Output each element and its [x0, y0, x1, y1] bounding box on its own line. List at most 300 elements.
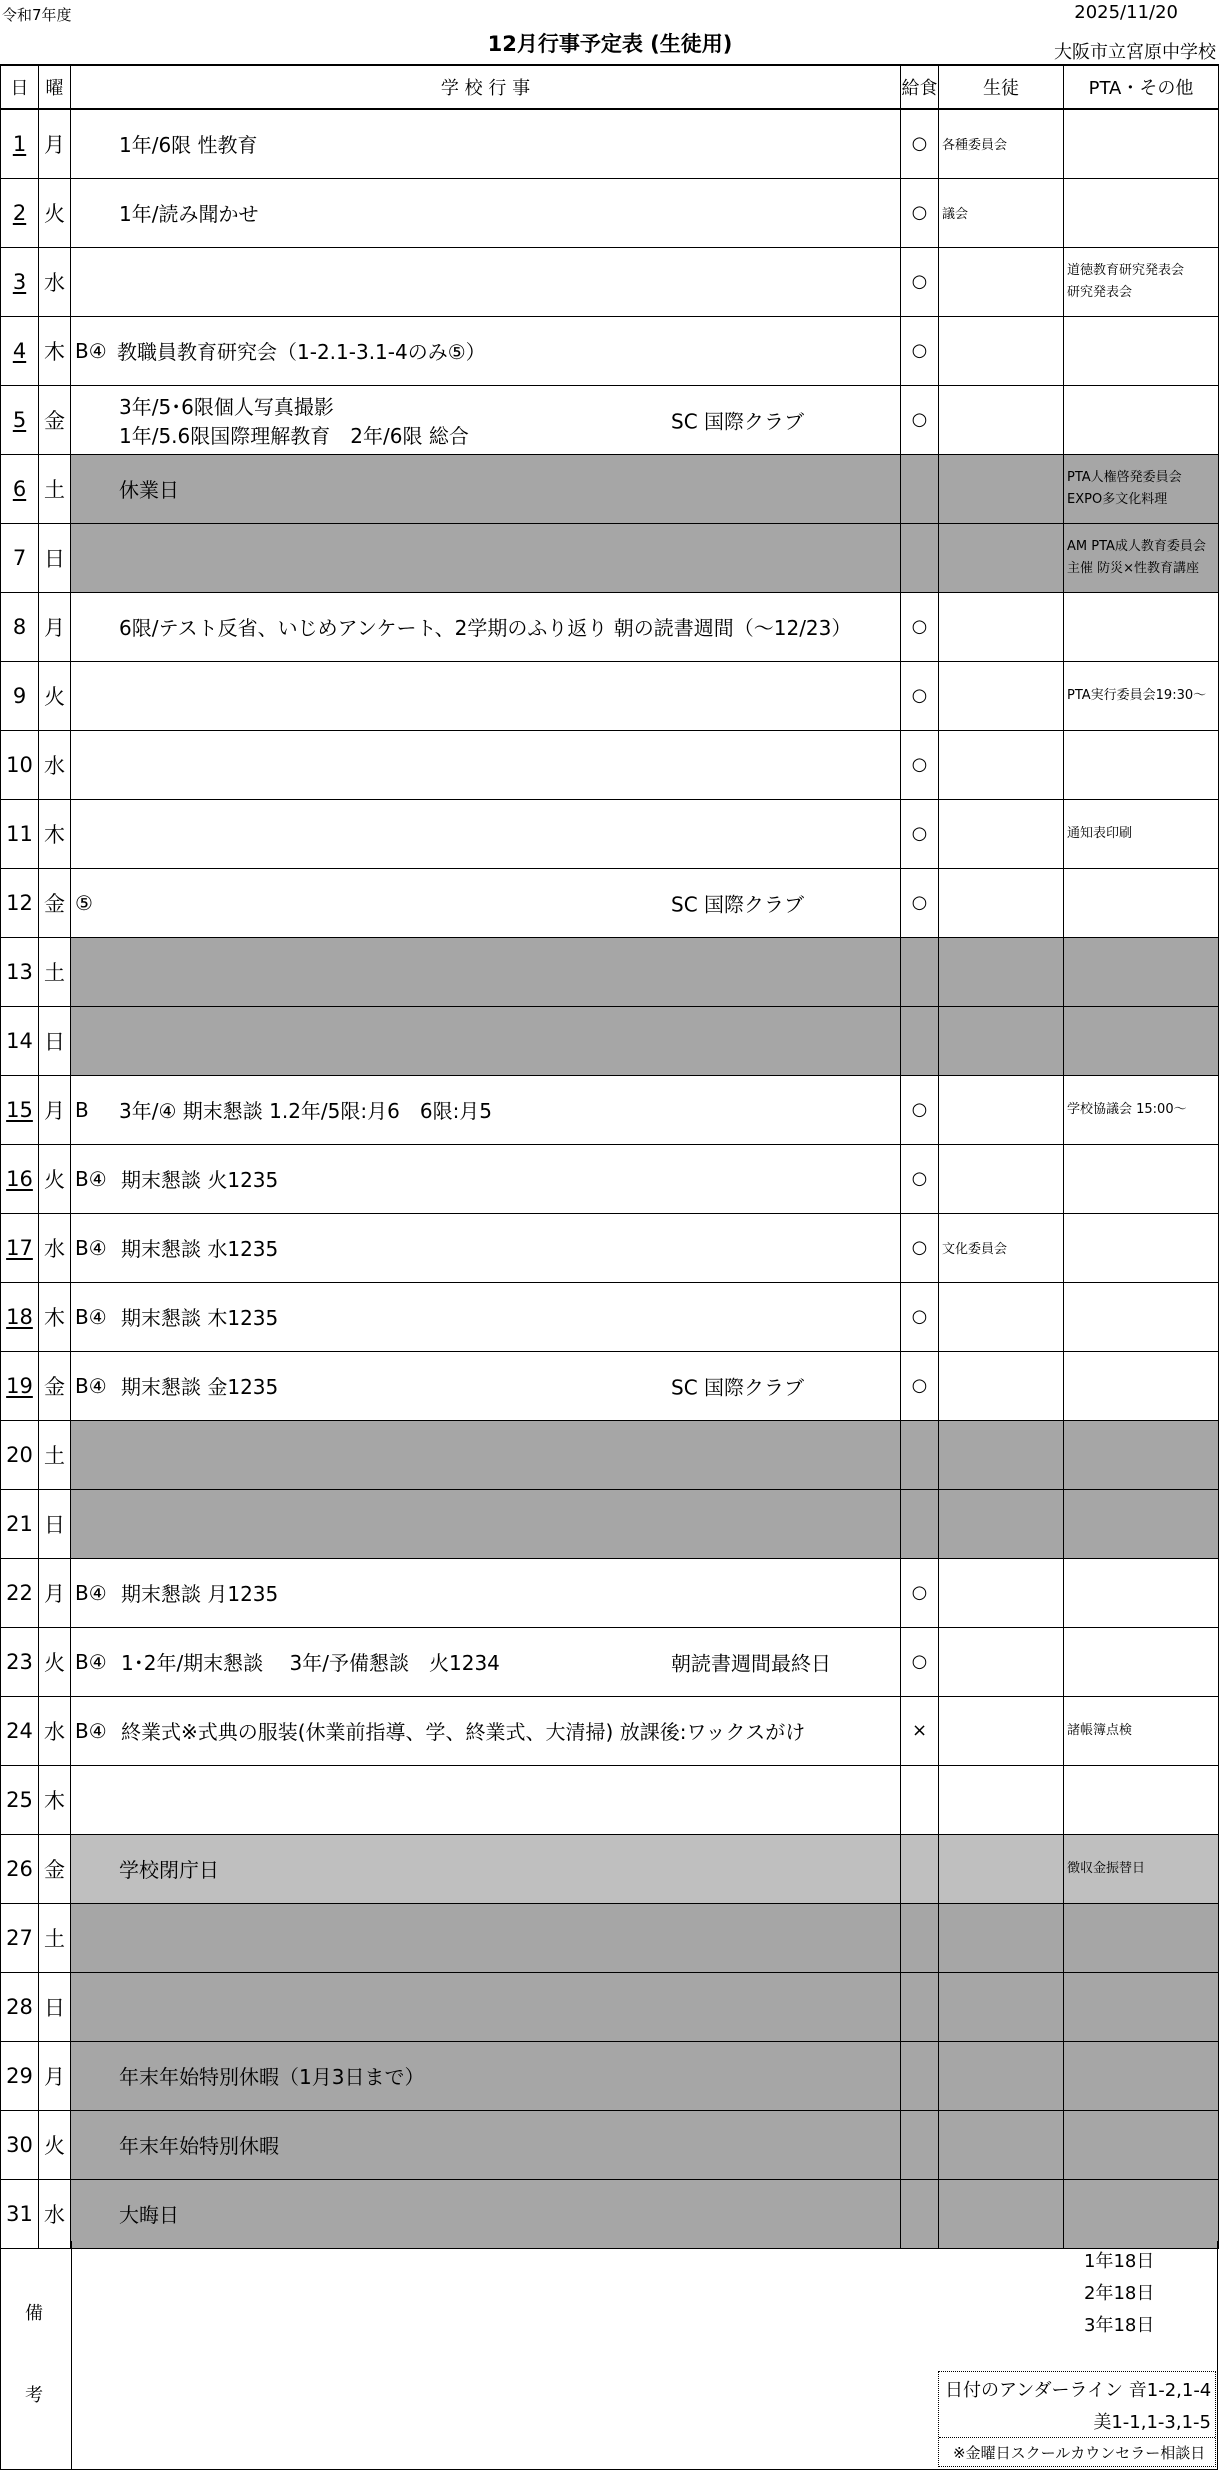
weekday-label: 金	[44, 891, 65, 916]
events-cell	[71, 1627, 901, 1696]
event-lines	[71, 129, 900, 158]
day-cell	[1, 1213, 39, 1282]
pta-cell	[1064, 1075, 1219, 1144]
student-cell	[939, 868, 1064, 937]
table-row	[1, 1903, 1219, 1972]
events-cell	[71, 1489, 901, 1558]
day-cell	[1, 1006, 39, 1075]
events-cell	[71, 661, 901, 730]
day-cell	[1, 1903, 39, 1972]
day-cell	[1, 316, 39, 385]
page-title: 12月行事予定表 (生徒用)	[487, 32, 733, 56]
event-prefix: B④	[75, 1649, 107, 1674]
day-cell	[1, 247, 39, 316]
weekday-cell	[39, 799, 71, 868]
day-number: 7	[12, 545, 27, 570]
event-prefix: B④	[75, 1235, 107, 1260]
pta-cell	[1064, 1213, 1219, 1282]
pta-cell	[1064, 1282, 1219, 1351]
events-cell	[71, 1903, 901, 1972]
event-prefix: B④	[75, 1718, 107, 1743]
meal-mark: ○	[911, 1651, 928, 1672]
day-cell	[1, 2110, 39, 2179]
event-lines	[71, 612, 900, 641]
day-cell	[1, 2041, 39, 2110]
event-text: 期末懇談 火1235	[121, 1168, 279, 1192]
grade-days-3: 3年18日	[1084, 2315, 1155, 2336]
weekday-cell	[39, 592, 71, 661]
table-row	[1, 385, 1219, 454]
meal-cell	[901, 454, 939, 523]
event-lines	[71, 474, 900, 503]
events-cell	[71, 1351, 901, 1420]
weekday-label: 金	[44, 1857, 65, 1882]
day-cell	[1, 1282, 39, 1351]
pta-cell	[1064, 1627, 1219, 1696]
col-header-meal: 給食	[901, 65, 939, 109]
table-row	[1, 1282, 1219, 1351]
day-number: 2	[12, 200, 27, 225]
day-cell	[1, 1627, 39, 1696]
weekday-cell	[39, 1972, 71, 2041]
event-prefix: B④	[75, 1304, 107, 1329]
meal-cell	[901, 1282, 939, 1351]
events-cell	[71, 592, 901, 661]
pta-cell	[1064, 1420, 1219, 1489]
pta-event: AM PTA成人教育委員会主催 防災×性教育講座	[1067, 538, 1206, 576]
student-event: 議会	[942, 207, 969, 222]
day-number: 1	[12, 131, 27, 156]
event-lines	[71, 198, 900, 227]
student-event: 文化委員会	[942, 1242, 1008, 1257]
student-cell	[939, 523, 1064, 592]
events-cell	[71, 1144, 901, 1213]
meal-mark: ○	[911, 340, 928, 361]
weekday-label: 日	[44, 1029, 65, 1054]
col-header-weekday: 曜	[39, 65, 71, 109]
day-number: 25	[6, 1787, 33, 1812]
weekday-cell	[39, 178, 71, 247]
weekday-label: 水	[44, 1236, 65, 1261]
meal-cell	[901, 2110, 939, 2179]
event-text: 教職員教育研究会（1-2.1-3.1-4のみ⑤）	[117, 340, 486, 364]
event-text: 期末懇談 金1235	[121, 1375, 279, 1399]
student-cell	[939, 385, 1064, 454]
pta-cell	[1064, 1903, 1219, 1972]
meal-mark: ○	[911, 1237, 928, 1258]
event-lines	[71, 1578, 900, 1607]
pta-cell	[1064, 1144, 1219, 1213]
weekday-label: 水	[44, 270, 65, 295]
pta-cell	[1064, 2179, 1219, 2248]
event-note: SC 国際クラブ	[671, 1375, 805, 1399]
weekday-label: 日	[44, 1995, 65, 2020]
event-text: 休業日	[119, 478, 179, 502]
day-number: 3	[12, 269, 27, 294]
meal-mark: ○	[911, 1375, 928, 1396]
weekday-cell	[39, 1627, 71, 1696]
table-header-row	[1, 65, 1219, 109]
meal-cell	[901, 1351, 939, 1420]
event-text: 期末懇談 水1235	[121, 1237, 279, 1261]
student-cell	[939, 2179, 1064, 2248]
events-cell	[71, 385, 901, 454]
table-row	[1, 1627, 1219, 1696]
event-prefix: B④	[75, 1166, 107, 1191]
student-cell	[939, 1972, 1064, 2041]
col-header-student: 生徒	[939, 65, 1064, 109]
meal-cell	[901, 1696, 939, 1765]
day-cell	[1, 1765, 39, 1834]
weekday-label: 金	[44, 408, 65, 433]
grade-days-1: 1年18日	[1084, 2251, 1155, 2272]
event-note: SC 国際クラブ	[671, 892, 805, 916]
meal-cell	[901, 1420, 939, 1489]
legend-underline-note-2: 美1-1,1-3,1-5	[1093, 2412, 1211, 2433]
student-cell	[939, 1558, 1064, 1627]
student-cell	[939, 1765, 1064, 1834]
events-cell	[71, 247, 901, 316]
weekday-label: 月	[44, 1581, 65, 1606]
day-cell	[1, 937, 39, 1006]
events-cell	[71, 1006, 901, 1075]
event-text: 期末懇談 木1235	[121, 1306, 279, 1330]
meal-cell	[901, 247, 939, 316]
table-row	[1, 1558, 1219, 1627]
meal-cell	[901, 868, 939, 937]
weekday-cell	[39, 868, 71, 937]
student-cell	[939, 1420, 1064, 1489]
col-header-pta: PTA・その他	[1064, 65, 1219, 109]
day-number: 29	[6, 2063, 33, 2088]
meal-mark: ○	[911, 1168, 928, 1189]
weekday-cell	[39, 2110, 71, 2179]
event-prefix: ⑤	[75, 890, 93, 915]
student-cell	[939, 454, 1064, 523]
day-number: 23	[6, 1649, 33, 1674]
event-lines	[71, 1854, 900, 1883]
event-text: 3年/5･6限個人写真撮影	[119, 394, 334, 419]
table-row	[1, 1972, 1219, 2041]
events-cell	[71, 454, 901, 523]
meal-mark: ×	[911, 1720, 928, 1741]
meal-cell	[901, 385, 939, 454]
pta-cell	[1064, 592, 1219, 661]
remarks-divider	[71, 2241, 72, 2469]
remarks-label-2: 考	[25, 2385, 43, 2406]
weekday-label: 月	[44, 1098, 65, 1123]
student-cell	[939, 1075, 1064, 1144]
meal-mark: ○	[911, 754, 928, 775]
weekday-label: 火	[44, 201, 65, 226]
event-text: 1年/6限 性教育	[119, 133, 258, 158]
counselor-note: ※金曜日スクールカウンセラー相談日	[953, 2444, 1206, 2462]
student-cell	[939, 592, 1064, 661]
weekday-cell	[39, 247, 71, 316]
table-row	[1, 523, 1219, 592]
event-lines	[71, 1095, 900, 1124]
weekday-label: 火	[44, 2133, 65, 2158]
day-number: 21	[6, 1511, 33, 1536]
meal-mark: ○	[911, 1582, 928, 1603]
events-cell	[71, 1972, 901, 2041]
weekday-cell	[39, 937, 71, 1006]
meal-cell	[901, 1006, 939, 1075]
event-lines	[71, 2061, 900, 2090]
events-cell	[71, 799, 901, 868]
table-row	[1, 868, 1219, 937]
student-cell	[939, 1903, 1064, 1972]
event-text: 大晦日	[119, 2203, 179, 2227]
student-cell	[939, 1351, 1064, 1420]
day-cell	[1, 592, 39, 661]
table-row	[1, 799, 1219, 868]
events-cell	[71, 1696, 901, 1765]
day-cell	[1, 1144, 39, 1213]
weekday-cell	[39, 1834, 71, 1903]
table-row	[1, 2179, 1219, 2248]
pta-cell	[1064, 523, 1219, 592]
event-text: 終業式※式典の服装(休業前指導、学、終業式、大清掃) 放課後:ワックスがけ	[121, 1720, 806, 1744]
day-number: 27	[6, 1925, 33, 1950]
day-cell	[1, 799, 39, 868]
events-cell	[71, 109, 901, 178]
student-cell	[939, 937, 1064, 1006]
day-number: 16	[6, 1166, 33, 1191]
weekday-cell	[39, 661, 71, 730]
events-cell	[71, 937, 901, 1006]
event-text: 3年/④ 期末懇談 1.2年/5限:月6 6限:月5	[119, 1099, 493, 1123]
weekday-cell	[39, 2041, 71, 2110]
day-number: 12	[6, 890, 33, 915]
pta-cell	[1064, 247, 1219, 316]
day-cell	[1, 454, 39, 523]
event-text: 1年/読み聞かせ	[119, 202, 259, 226]
events-cell	[71, 2179, 901, 2248]
event-text: 年末年始特別休暇（1月3日まで）	[119, 2065, 425, 2089]
pta-cell	[1064, 1696, 1219, 1765]
fiscal-year-label: 令和7年度	[2, 6, 72, 24]
table-row	[1, 1213, 1219, 1282]
table-row	[1, 1696, 1219, 1765]
pta-cell	[1064, 1351, 1219, 1420]
weekday-cell	[39, 109, 71, 178]
event-prefix: B④	[75, 1373, 107, 1398]
weekday-cell	[39, 730, 71, 799]
day-cell	[1, 661, 39, 730]
pta-cell	[1064, 109, 1219, 178]
event-lines	[71, 2199, 900, 2228]
meal-mark: ○	[911, 685, 928, 706]
pta-event: 道徳教育研究発表会 研究発表会	[1067, 262, 1185, 300]
meal-mark: ○	[911, 1306, 928, 1327]
meal-mark: ○	[911, 133, 928, 155]
meal-cell	[901, 316, 939, 385]
day-number: 6	[12, 476, 27, 501]
weekday-label: 水	[44, 1719, 65, 1744]
meal-cell	[901, 1213, 939, 1282]
student-cell	[939, 1627, 1064, 1696]
legend-underline-note: 日付のアンダーライン 音1-2,1-4	[945, 2380, 1212, 2401]
table-row	[1, 592, 1219, 661]
event-text: 学校閉庁日	[119, 1858, 219, 1882]
table-row	[1, 2110, 1219, 2179]
event-note: SC 国際クラブ	[671, 409, 805, 433]
events-cell	[71, 1420, 901, 1489]
meal-cell	[901, 592, 939, 661]
weekday-cell	[39, 1213, 71, 1282]
table-row	[1, 1420, 1219, 1489]
weekday-label: 火	[44, 1650, 65, 1675]
day-cell	[1, 1075, 39, 1144]
meal-mark: ○	[911, 892, 928, 913]
weekday-cell	[39, 1420, 71, 1489]
table-row	[1, 109, 1219, 178]
day-number: 10	[6, 752, 33, 777]
day-cell	[1, 2179, 39, 2248]
events-cell	[71, 1765, 901, 1834]
student-cell	[939, 1282, 1064, 1351]
events-cell	[71, 1213, 901, 1282]
pta-cell	[1064, 661, 1219, 730]
day-cell	[1, 1558, 39, 1627]
col-header-events: 学 校 行 事	[71, 65, 901, 109]
weekday-label: 木	[44, 1305, 65, 1330]
event-text: 1･2年/期末懇談 3年/予備懇談 火1234	[121, 1651, 500, 1675]
pta-cell	[1064, 178, 1219, 247]
grade-days-2: 2年18日	[1084, 2283, 1155, 2304]
student-cell	[939, 1834, 1064, 1903]
meal-cell	[901, 109, 939, 178]
meal-cell	[901, 1075, 939, 1144]
weekday-cell	[39, 454, 71, 523]
meal-cell	[901, 178, 939, 247]
table-row	[1, 1006, 1219, 1075]
pta-cell	[1064, 868, 1219, 937]
table-row	[1, 1075, 1219, 1144]
event-prefix: B④	[75, 1580, 107, 1605]
events-cell	[71, 1282, 901, 1351]
student-cell	[939, 1696, 1064, 1765]
event-text: 期末懇談 月1235	[121, 1582, 279, 1606]
pta-cell	[1064, 1972, 1219, 2041]
pta-event: 学校協議会 15:00～	[1067, 1101, 1187, 1117]
student-event: 各種委員会	[942, 138, 1008, 154]
pta-cell	[1064, 1834, 1219, 1903]
pta-cell	[1064, 316, 1219, 385]
weekday-label: 土	[44, 1443, 65, 1468]
day-number: 11	[6, 821, 33, 846]
pta-cell	[1064, 1006, 1219, 1075]
day-cell	[1, 178, 39, 247]
table-row	[1, 1351, 1219, 1420]
pta-event: PTA人権啓発委員会 EXPO多文化料理	[1067, 469, 1182, 507]
meal-cell	[901, 1765, 939, 1834]
student-cell	[939, 2041, 1064, 2110]
weekday-label: 日	[44, 1512, 65, 1537]
meal-mark: ○	[911, 409, 928, 430]
weekday-label: 火	[44, 684, 65, 709]
events-cell	[71, 868, 901, 937]
day-cell	[1, 385, 39, 454]
weekday-label: 月	[44, 615, 65, 640]
event-lines	[71, 1233, 900, 1262]
day-cell	[1, 730, 39, 799]
weekday-cell	[39, 316, 71, 385]
events-cell	[71, 1834, 901, 1903]
student-cell	[939, 1144, 1064, 1213]
meal-cell	[901, 937, 939, 1006]
weekday-cell	[39, 523, 71, 592]
meal-mark: ○	[911, 271, 928, 292]
student-cell	[939, 316, 1064, 385]
pta-cell	[1064, 730, 1219, 799]
meal-mark: ○	[911, 616, 928, 637]
weekday-cell	[39, 1351, 71, 1420]
meal-cell	[901, 1834, 939, 1903]
remarks-section	[0, 2241, 1218, 2470]
day-number: 13	[6, 959, 33, 984]
event-lines	[71, 1302, 900, 1331]
day-cell	[1, 523, 39, 592]
events-cell	[71, 2041, 901, 2110]
day-number: 31	[6, 2201, 33, 2226]
weekday-cell	[39, 1558, 71, 1627]
legend-box	[938, 2371, 1216, 2467]
school-name: 大阪市立宮原中学校	[1054, 42, 1216, 63]
student-cell	[939, 1006, 1064, 1075]
day-cell	[1, 868, 39, 937]
weekday-cell	[39, 1144, 71, 1213]
student-cell	[939, 661, 1064, 730]
table-row	[1, 937, 1219, 1006]
weekday-label: 金	[44, 1374, 65, 1399]
table-row	[1, 178, 1219, 247]
meal-cell	[901, 1489, 939, 1558]
weekday-cell	[39, 1903, 71, 1972]
day-number: 22	[6, 1580, 33, 1605]
meal-cell	[901, 661, 939, 730]
issue-date: 2025/11/20	[1074, 2, 1178, 23]
student-cell	[939, 799, 1064, 868]
day-cell	[1, 1420, 39, 1489]
weekday-label: 水	[44, 2202, 65, 2227]
day-cell	[1, 1834, 39, 1903]
pta-event: 諸帳簿点検	[1067, 1722, 1133, 1738]
table-row	[1, 1144, 1219, 1213]
weekday-cell	[39, 1282, 71, 1351]
table-row	[1, 1834, 1219, 1903]
events-cell	[71, 1558, 901, 1627]
event-prefix: B	[75, 1097, 89, 1122]
day-number: 17	[6, 1235, 33, 1260]
remarks-label-1: 備	[25, 2303, 43, 2324]
day-number: 30	[6, 2132, 33, 2157]
table-row	[1, 730, 1219, 799]
student-cell	[939, 1489, 1064, 1558]
weekday-label: 火	[44, 1167, 65, 1192]
student-cell	[939, 247, 1064, 316]
meal-cell	[901, 1144, 939, 1213]
pta-cell	[1064, 1765, 1219, 1834]
weekday-label: 木	[44, 822, 65, 847]
event-lines	[71, 2130, 900, 2159]
events-cell	[71, 178, 901, 247]
day-number: 26	[6, 1856, 33, 1881]
day-number: 14	[6, 1028, 33, 1053]
events-cell	[71, 523, 901, 592]
event-lines	[71, 1164, 900, 1193]
